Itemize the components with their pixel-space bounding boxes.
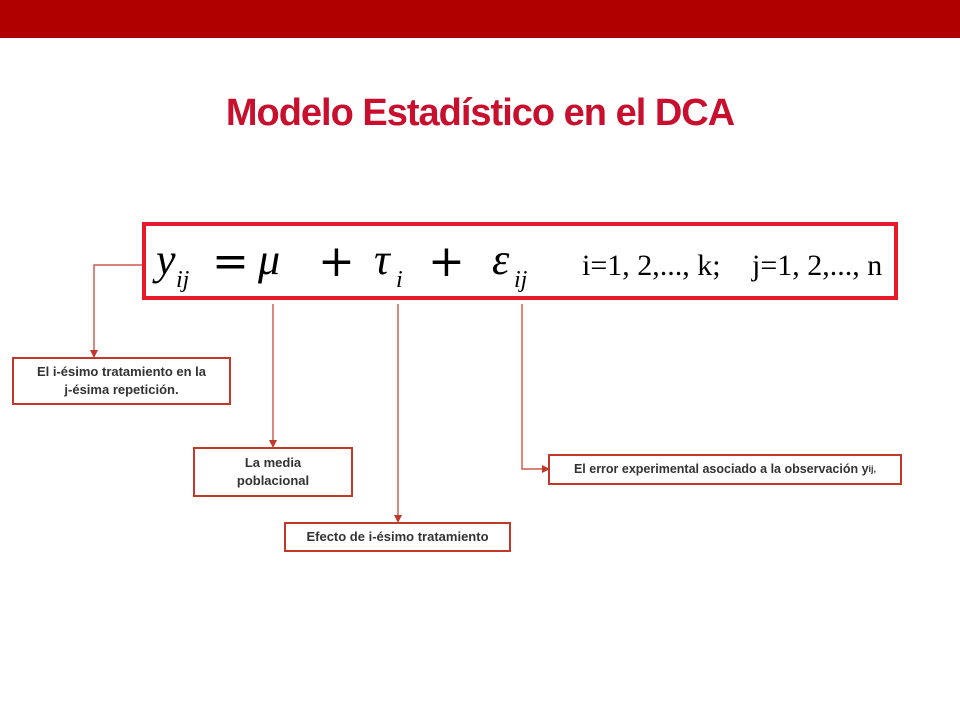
label-box-epsilon [548,454,902,485]
label-epsilon-text: El error experimental asociado a la observación y [573,462,869,477]
label-tau: Efecto de i-ésimo tratamiento [306,529,489,545]
formula-equals: = [212,236,249,287]
label-yij-line2: j-ésima repetición. [64,382,179,397]
slide-title: Modelo Estadístico en el DCA [225,92,735,134]
formula-tau: τ [374,235,390,284]
formula-plus-2: + [428,236,465,287]
formula-i-range: i=1, 2,..., k; [582,249,721,282]
formula-y: y [156,235,176,284]
formula-epsilon: ε [492,235,510,284]
formula-y-subscript: ij [176,267,190,293]
connector-epsilon [522,304,546,469]
label-box-yij [12,357,231,405]
label-yij-line1: El i-ésimo tratamiento en la [36,364,207,380]
formula-epsilon-subscript: ij [514,267,528,293]
label-mu-line2: poblacional [236,473,310,488]
formula-tau-subscript: i [396,267,403,293]
label-epsilon-subscript: ij, [868,464,877,475]
label-mu-line1: La media [244,455,302,471]
formula-plus-1: + [318,236,355,287]
formula-mu: μ [258,235,281,284]
label-box-mu [193,447,353,497]
connector-yij [94,265,142,354]
label-box-tau [284,522,511,552]
formula-j-range: j=1, 2,..., n [752,249,883,282]
